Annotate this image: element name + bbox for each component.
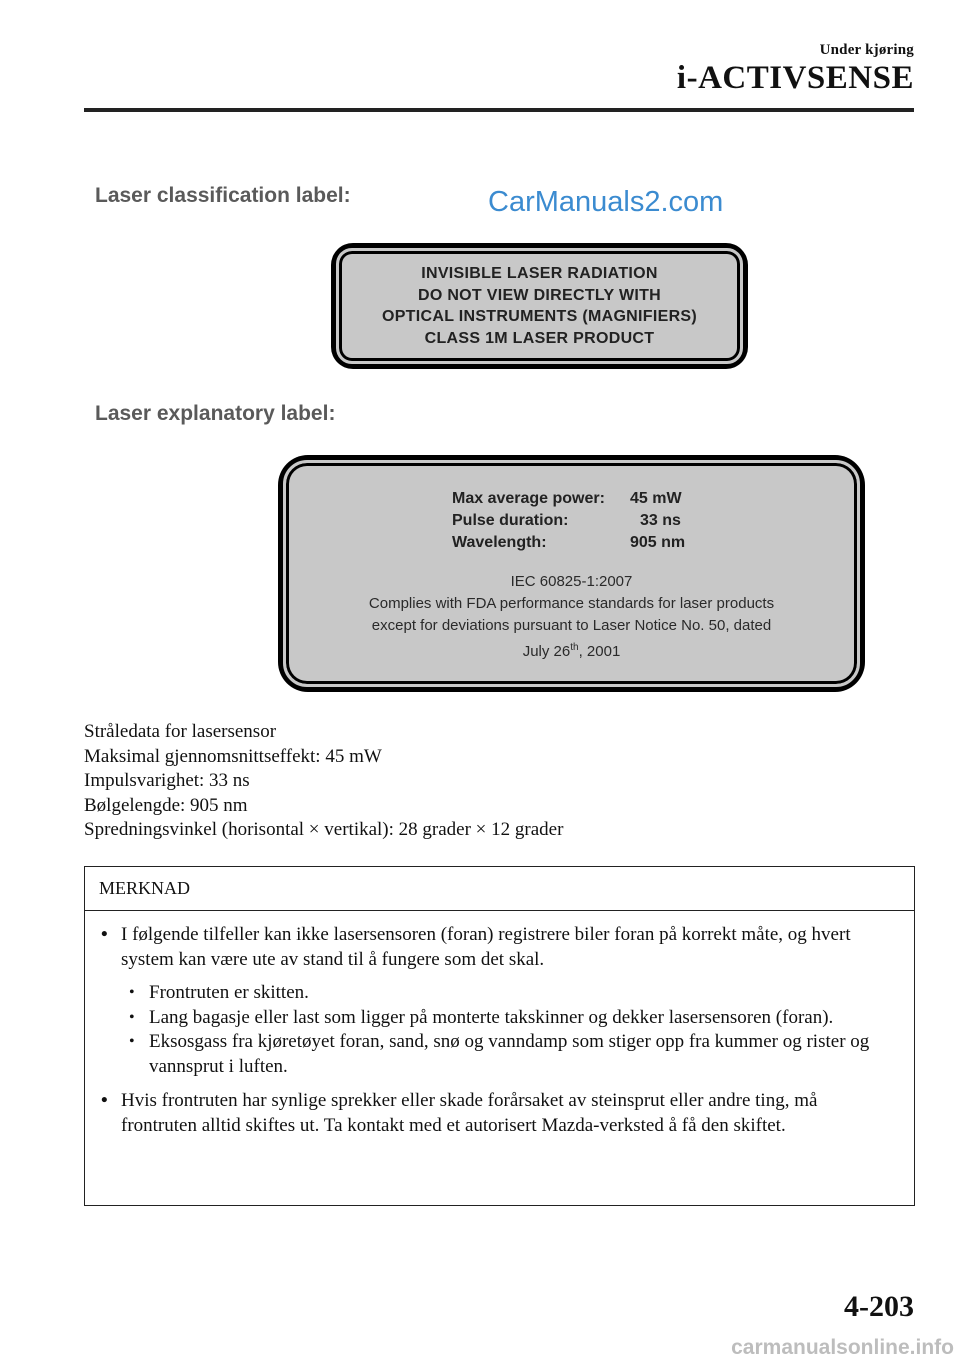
- classification-label-plate: [331, 243, 748, 369]
- page-number: 4-203: [844, 1290, 914, 1323]
- note-sub-item: • Frontruten er skitten.: [127, 981, 898, 1006]
- note-bullet: • Hvis frontruten har synlige sprekker eller skade forårsaket av steinsprut eller andre ting, må frontruten alltid skiftes ut. Ta kontakt med et autorisert Mazda-verksted å få den skiftet.: [99, 1089, 898, 1138]
- classification-line: CLASS 1M LASER PRODUCT: [424, 329, 655, 347]
- explanatory-label-plate: [278, 455, 865, 692]
- compliance-line: except for deviations pursuant to Laser Notice No. 50, dated: [371, 617, 772, 634]
- watermark[interactable]: CarManuals2.com: [488, 186, 724, 218]
- note-box: [84, 866, 915, 1206]
- spec-value: 33 ns: [640, 512, 681, 529]
- date-text: July 26: [522, 643, 571, 660]
- compliance-line: Complies with FDA performance standards for laser products: [368, 595, 775, 612]
- note-body: [85, 911, 914, 1138]
- spec-row: [452, 488, 685, 510]
- date-ordinal: th: [570, 642, 579, 653]
- spec-value: 905 nm: [630, 534, 686, 551]
- note-sub-item: • Eksosgass fra kjøretøyet foran, sand, snø og vanndamp som stiger opp fra kummer og rister og vannsprut i luften.: [127, 1030, 898, 1079]
- spec-key: Max average power:: [452, 490, 605, 507]
- footer-site[interactable]: carmanualsonline.info: [731, 1336, 954, 1359]
- body-line: Spredningsvinkel (horisontal × vertikal): 28 grader × 12 grader: [84, 819, 564, 840]
- chapter-title: i-ACTIVSENSE: [676, 60, 914, 96]
- body-text: [84, 720, 563, 843]
- spec-key: Wavelength:: [452, 534, 547, 551]
- spec-table: [452, 488, 685, 554]
- classification-heading: Laser classification label:: [95, 184, 351, 207]
- explanatory-heading: Laser explanatory label:: [95, 402, 336, 425]
- spec-row: [452, 532, 685, 554]
- note-sub-list: [99, 981, 898, 1079]
- note-bullet: • I følgende tilfeller kan ikke lasersensoren (foran) registrere biler foran på korrekt måte, og hvert system kan være ute av stand til å fungere som det skal.: [99, 923, 898, 972]
- classification-line: OPTICAL INSTRUMENTS (MAGNIFIERS): [381, 308, 698, 325]
- classification-line: INVISIBLE LASER RADIATION: [421, 265, 658, 282]
- note-title: MERKNAD: [85, 867, 914, 911]
- compliance-line: IEC 60825-1:2007: [510, 573, 633, 590]
- classification-label-inner: [336, 248, 743, 364]
- compliance-date: [286, 637, 857, 663]
- spec-value: 45 mW: [630, 490, 682, 507]
- spec-key: Pulse duration:: [452, 512, 569, 529]
- body-line: Maksimal gjennomsnittseffekt: 45 mW: [84, 745, 382, 767]
- classification-line: DO NOT VIEW DIRECTLY WITH: [417, 286, 662, 304]
- header-rule: [84, 108, 914, 112]
- body-line: Impulsvarighet: 33 ns: [84, 770, 250, 791]
- date-year: , 2001: [578, 643, 621, 660]
- compliance-text: [286, 571, 857, 663]
- note-sub-item: • Lang bagasje eller last som ligger på monterte takskinner og dekker lasersensoren (foran).: [127, 1006, 898, 1031]
- body-line: Stråledata for lasersensor: [84, 721, 277, 742]
- section-label: Under kjøring: [819, 42, 914, 58]
- spec-row: [452, 510, 685, 532]
- body-line: Bølgelengde: 905 nm: [84, 794, 248, 816]
- explanatory-label-inner: [283, 460, 860, 687]
- classification-text: [339, 251, 740, 349]
